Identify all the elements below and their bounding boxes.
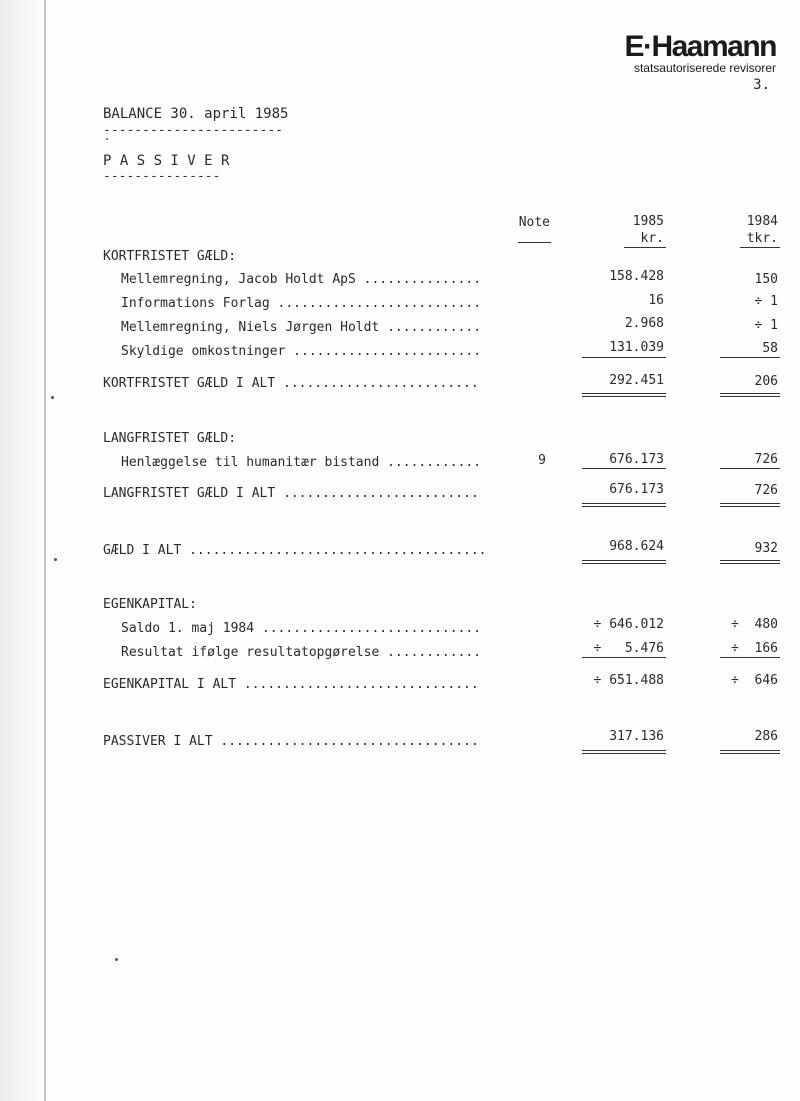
langfristet-total-1985: 676.173 <box>609 482 664 497</box>
scan-speck <box>106 138 108 140</box>
subtotal-underline <box>720 357 780 358</box>
kortfristet-row-label: Mellemregning, Niels Jørgen Holdt ............ <box>121 320 482 335</box>
langfristet-total-1984: 726 <box>754 483 778 498</box>
passiver-total-1985: 317.136 <box>609 729 664 744</box>
subtotal-underline <box>582 357 666 358</box>
egenkapital-row-label: Saldo 1. maj 1984 ............................ <box>121 621 482 636</box>
passiver-total-1984: 286 <box>754 729 778 744</box>
subtotal-underline <box>582 468 666 469</box>
note-header-underline <box>518 242 551 243</box>
kortfristet-total-1985: 292.451 <box>609 373 664 388</box>
kortfristet-row-1985: 2.968 <box>624 316 664 331</box>
section-rule: --------------- <box>103 169 221 184</box>
kortfristet-row-label: Informations Forlag .......................... <box>121 296 482 311</box>
page-number: 3. <box>753 77 770 93</box>
total-double-underline <box>720 503 780 507</box>
kortfristet-row-1985: 16 <box>648 293 664 308</box>
egenkapital-heading: EGENKAPITAL: <box>103 597 197 612</box>
kortfristet-row-label: Skyldige omkostninger ........................ <box>121 344 482 359</box>
subtotal-underline <box>720 657 780 658</box>
firm-tagline: statsautoriserede revisorer <box>633 61 776 75</box>
passiver-total-label: PASSIVER I ALT ................................. <box>103 734 479 749</box>
kortfristet-row-label: Mellemregning, Jacob Holdt ApS ............... <box>121 272 482 287</box>
kortfristet-row-1984: 150 <box>754 272 778 287</box>
column-note-header: Note <box>518 215 550 230</box>
total-double-underline <box>720 750 780 754</box>
egenkapital-row-1984: ÷ 166 <box>731 641 778 656</box>
kortfristet-row-1984: ÷ 1 <box>754 318 778 333</box>
kortfristet-total-label: KORTFRISTET GÆLD I ALT ......................... <box>103 376 479 391</box>
scan-speck <box>51 396 54 399</box>
egenkapital-total-1984: ÷ 646 <box>731 673 778 688</box>
year2-header-underline <box>740 247 780 248</box>
column-year1-header: 1985 <box>632 214 664 229</box>
column-unit1-header: kr. <box>640 231 664 246</box>
subtotal-underline <box>582 657 666 658</box>
egenkapital-row-1984: ÷ 480 <box>731 617 778 632</box>
langfristet-row-1984: 726 <box>754 452 778 467</box>
langfristet-row-label: Henlæggelse til humanitær bistand ............ <box>121 455 482 470</box>
egenkapital-total-1985: ÷ 651.488 <box>593 673 664 688</box>
title-rule: ----------------------- <box>103 123 284 138</box>
langfristet-heading: LANGFRISTET GÆLD: <box>103 431 237 446</box>
kortfristet-row-1985: 158.428 <box>609 269 664 284</box>
kortfristet-row-1984: ÷ 1 <box>754 294 778 309</box>
scan-speck <box>54 558 57 561</box>
total-double-underline <box>582 560 666 564</box>
egenkapital-row-1985: ÷ 5.476 <box>593 641 664 656</box>
kortfristet-heading: KORTFRISTET GÆLD: <box>103 249 237 264</box>
egenkapital-total-label: EGENKAPITAL I ALT .............................. <box>103 677 479 692</box>
binding-line <box>44 0 46 1101</box>
egenkapital-row-1985: ÷ 646.012 <box>593 617 664 632</box>
section-title: P A S S I V E R <box>103 153 230 169</box>
gaeld-total-1984: 932 <box>754 541 778 556</box>
scan-speck <box>115 958 118 961</box>
gaeld-total-1985: 968.624 <box>609 539 664 554</box>
langfristet-total-label: LANGFRISTET GÆLD I ALT ......................... <box>103 486 479 501</box>
subtotal-underline <box>720 468 780 469</box>
page-title: BALANCE 30. april 1985 <box>103 106 289 122</box>
total-double-underline <box>582 393 666 397</box>
total-double-underline <box>582 750 666 754</box>
kortfristet-total-1984: 206 <box>754 374 778 389</box>
kortfristet-row-1984: 58 <box>762 341 778 356</box>
gaeld-total-label: GÆLD I ALT ...................................... <box>103 543 487 558</box>
column-year2-header: 1984 <box>746 214 778 229</box>
langfristet-row-note: 9 <box>538 453 546 468</box>
binding-edge <box>0 0 46 1101</box>
egenkapital-row-label: Resultat ifølge resultatopgørelse ............ <box>121 645 482 660</box>
year1-header-underline <box>624 247 666 248</box>
column-unit2-header: tkr. <box>746 231 778 246</box>
langfristet-row-1985: 676.173 <box>609 452 664 467</box>
firm-logo: E·Haamann <box>624 30 776 63</box>
total-double-underline <box>720 393 780 397</box>
total-double-underline <box>582 503 666 507</box>
total-double-underline <box>720 560 780 564</box>
kortfristet-row-1985: 131.039 <box>609 340 664 355</box>
